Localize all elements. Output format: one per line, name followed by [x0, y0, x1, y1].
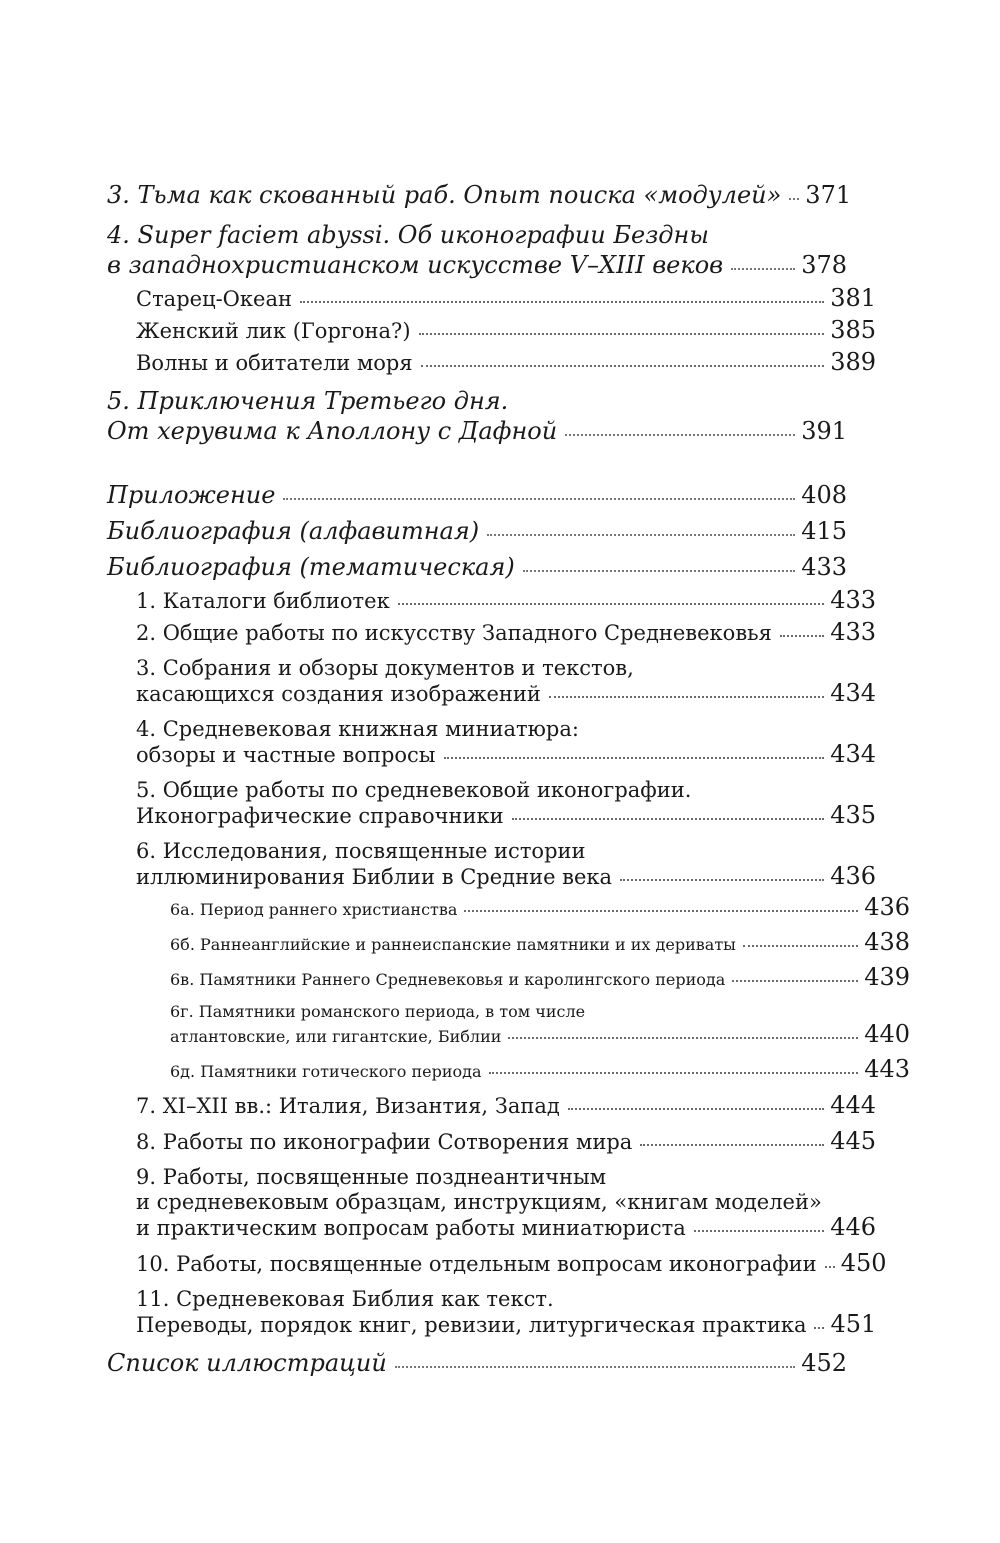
toc-entry-title: 5. Приключения Третьего дня.	[107, 387, 509, 415]
toc-entry[interactable]	[107, 480, 847, 510]
toc-entry[interactable]	[107, 220, 847, 280]
toc-entry-last-line	[136, 588, 876, 614]
toc-entry-title: 5. Общие работы по средневековой иконографии.	[136, 778, 692, 802]
toc-entry[interactable]	[107, 350, 876, 376]
toc-entry-last-line	[107, 516, 847, 546]
toc-entry[interactable]	[107, 656, 876, 707]
toc-entry[interactable]	[107, 778, 876, 829]
toc-entry-last-line	[136, 681, 876, 707]
toc-page-number: 435	[830, 801, 876, 829]
toc-entry-title: Старец-Океан	[136, 287, 292, 311]
toc-entry[interactable]	[107, 1165, 876, 1241]
toc-entry-title: Переводы, порядок книг, ревизии, литургическая практика	[136, 1313, 807, 1337]
toc-entry-last-line	[136, 803, 876, 829]
toc-page-number: 415	[801, 517, 847, 545]
toc-entry-last-line	[136, 1093, 876, 1119]
toc-entry-line	[136, 717, 876, 742]
toc-entry[interactable]	[107, 963, 910, 991]
toc-entry-last-line	[107, 552, 847, 582]
toc-page-number: 391	[801, 417, 847, 445]
toc-entry-last-line	[170, 928, 910, 956]
toc-entry-last-line	[136, 864, 876, 890]
toc-entry-title: 3. Собрания и обзоры документов и текстов,	[136, 656, 634, 680]
toc-entry-title: От херувима к Аполлону с Дафной	[107, 417, 558, 445]
toc-entry[interactable]	[107, 717, 876, 768]
toc-entry-line	[136, 1190, 876, 1215]
toc-entry-title: 11. Средневековая Библия как текст.	[136, 1287, 554, 1311]
toc-page-number: 434	[830, 740, 876, 768]
toc-entry-last-line	[170, 963, 910, 991]
toc-entry-title: в западнохристианском искусстве V–XIII веков	[107, 251, 724, 279]
dot-leader	[421, 364, 825, 367]
toc-page-number: 439	[864, 963, 910, 991]
toc-entry-title: 4. Средневековая книжная миниатюра:	[136, 717, 579, 741]
toc-entry-line	[107, 386, 847, 416]
dot-leader	[523, 569, 795, 572]
toc-entry[interactable]	[107, 588, 876, 614]
dot-leader	[789, 197, 799, 200]
toc-page-number: 389	[830, 348, 876, 376]
toc-entry[interactable]	[107, 928, 910, 956]
toc-page-number: 444	[830, 1091, 876, 1119]
toc-entry-title: 8. Работы по иконографии Сотворения мира	[136, 1130, 633, 1154]
toc-entry[interactable]	[107, 1093, 876, 1119]
toc-entry-title: 1. Каталоги библиотек	[136, 589, 390, 613]
toc-entry-last-line	[107, 180, 852, 210]
toc-entry[interactable]	[107, 1287, 876, 1338]
toc-entry-title: касающихся создания изображений	[136, 682, 541, 706]
toc-page-number: 440	[864, 1020, 910, 1048]
dot-leader	[419, 332, 825, 335]
toc-entry[interactable]	[107, 286, 876, 312]
dot-leader	[489, 1071, 859, 1074]
toc-page-number: 443	[864, 1055, 910, 1083]
toc-page-number: 452	[801, 1349, 847, 1377]
toc-page-number: 436	[864, 893, 910, 921]
toc-page-number: 381	[830, 284, 876, 312]
toc-entry-title: 3. Тьма как скованный раб. Опыт поиска «модулей»	[107, 181, 782, 209]
dot-leader	[568, 1107, 824, 1110]
toc-entry-title: обзоры и частные вопросы	[136, 743, 436, 767]
toc-entry-last-line	[107, 1348, 847, 1378]
toc-page-number: 450	[840, 1249, 887, 1277]
toc-entry-title: иллюминирования Библии в Средние века	[136, 865, 613, 889]
dot-leader	[549, 695, 824, 698]
dot-leader	[398, 602, 824, 605]
toc-entry-last-line	[170, 893, 910, 921]
toc-entry-title: Женский лик (Горгона?)	[136, 319, 411, 343]
toc-page-number: 433	[830, 618, 876, 646]
toc-entry-last-line	[136, 1215, 876, 1241]
toc-entry[interactable]	[107, 1249, 887, 1277]
dot-leader	[444, 756, 825, 759]
dot-leader	[620, 878, 824, 881]
toc-entry[interactable]	[107, 839, 876, 890]
toc-entry[interactable]	[107, 1055, 910, 1083]
toc-page-number: 385	[830, 316, 876, 344]
toc-page-number: 451	[830, 1310, 877, 1338]
toc-entry-last-line	[136, 318, 876, 344]
toc-entry-line	[170, 1001, 910, 1023]
toc-entry-title: 4. Super faciem abyssi. Об иконографии Бездны	[107, 221, 709, 249]
dot-leader	[732, 979, 858, 982]
toc-entry-title: Иконографические справочники	[136, 804, 504, 828]
toc-entry-title: 10. Работы, посвященные отдельным вопросам иконографии	[136, 1252, 817, 1276]
dot-leader	[283, 497, 795, 500]
toc-entry[interactable]	[107, 1129, 876, 1155]
toc-entry-line	[136, 778, 876, 803]
toc-entry-last-line	[136, 742, 876, 768]
toc-entry[interactable]	[107, 516, 847, 546]
dot-leader	[508, 1036, 858, 1039]
toc-entry-last-line	[107, 480, 847, 510]
table-of-contents	[107, 180, 910, 1378]
toc-entry-line	[136, 656, 876, 681]
dot-leader	[814, 1326, 824, 1329]
toc-entry[interactable]	[107, 1348, 847, 1378]
toc-entry[interactable]	[107, 1001, 910, 1048]
toc-entry-last-line	[136, 286, 876, 312]
toc-page-number: 433	[830, 586, 876, 614]
toc-entry-title: 2. Общие работы по искусству Западного Средневековья	[136, 621, 772, 645]
toc-entry-title: 6в. Памятники Раннего Средневековья и каролингского периода	[170, 970, 726, 989]
toc-page-number: 434	[830, 679, 876, 707]
toc-entry[interactable]	[107, 180, 852, 210]
toc-entry-last-line	[107, 250, 847, 280]
toc-entry-line	[136, 1287, 876, 1312]
toc-entry-last-line	[107, 416, 847, 446]
toc-entry-line	[136, 1165, 876, 1190]
dot-leader	[825, 1265, 835, 1268]
toc-page-number: 436	[830, 862, 876, 890]
toc-entry[interactable]	[107, 552, 847, 582]
toc-page-number: 445	[830, 1127, 876, 1155]
toc-entry[interactable]	[107, 386, 847, 446]
toc-entry-line	[136, 839, 876, 864]
dot-leader	[464, 909, 858, 912]
toc-entry-title: Волны и обитатели моря	[136, 351, 413, 375]
toc-entry-title: Приложение	[107, 481, 276, 509]
toc-entry[interactable]	[107, 620, 876, 646]
toc-entry-title: Библиография (алфавитная)	[107, 517, 480, 545]
dot-leader	[780, 634, 824, 637]
toc-entry-title: 6д. Памятники готического периода	[170, 1062, 482, 1081]
toc-entry-last-line	[136, 1129, 876, 1155]
toc-entry-title: Библиография (тематическая)	[107, 553, 515, 581]
toc-page-number: 433	[801, 553, 847, 581]
toc-entry-title: Список иллюстраций	[107, 1349, 387, 1377]
toc-entry-last-line	[136, 1312, 876, 1338]
toc-entry-title: 6а. Период раннего христианства	[170, 900, 458, 919]
dot-leader	[512, 817, 825, 820]
toc-entry-line	[107, 220, 847, 250]
dot-leader	[731, 267, 795, 270]
toc-page-number: 408	[801, 481, 847, 509]
dot-leader	[743, 944, 858, 947]
toc-entry[interactable]	[107, 318, 876, 344]
toc-entry-last-line	[170, 1055, 910, 1083]
toc-entry-title: и практическим вопросам работы миниатюриста	[136, 1216, 686, 1240]
toc-entry-title: 6. Исследования, посвященные истории	[136, 839, 586, 863]
toc-entry-title: 7. XI–XII вв.: Италия, Византия, Запад	[136, 1094, 560, 1118]
toc-entry-title: 6г. Памятники романского периода, в том числе	[170, 1002, 586, 1021]
toc-entry-title: и средневековым образцам, инструкциям, «книгам моделей»	[136, 1190, 822, 1214]
toc-page-number: 438	[864, 928, 910, 956]
dot-leader	[395, 1365, 795, 1368]
toc-entry-last-line	[136, 620, 876, 646]
toc-entry[interactable]	[107, 893, 910, 921]
dot-leader	[565, 433, 795, 436]
toc-entry-last-line	[136, 1249, 887, 1277]
toc-page-number: 446	[830, 1213, 876, 1241]
toc-entry-title: 9. Работы, посвященные позднеантичным	[136, 1165, 607, 1189]
toc-page-number: 371	[805, 181, 852, 209]
toc-entry-title: 6б. Раннеанглийские и раннеиспанские памятники и их дериваты	[170, 935, 736, 954]
toc-entry-last-line	[136, 350, 876, 376]
dot-leader	[640, 1143, 824, 1146]
dot-leader	[487, 533, 795, 536]
toc-entry-title: атлантовские, или гигантские, Библии	[170, 1027, 502, 1046]
dot-leader	[694, 1229, 824, 1232]
toc-page-number: 378	[801, 251, 847, 279]
dot-leader	[300, 300, 824, 303]
toc-entry-last-line	[170, 1020, 910, 1048]
